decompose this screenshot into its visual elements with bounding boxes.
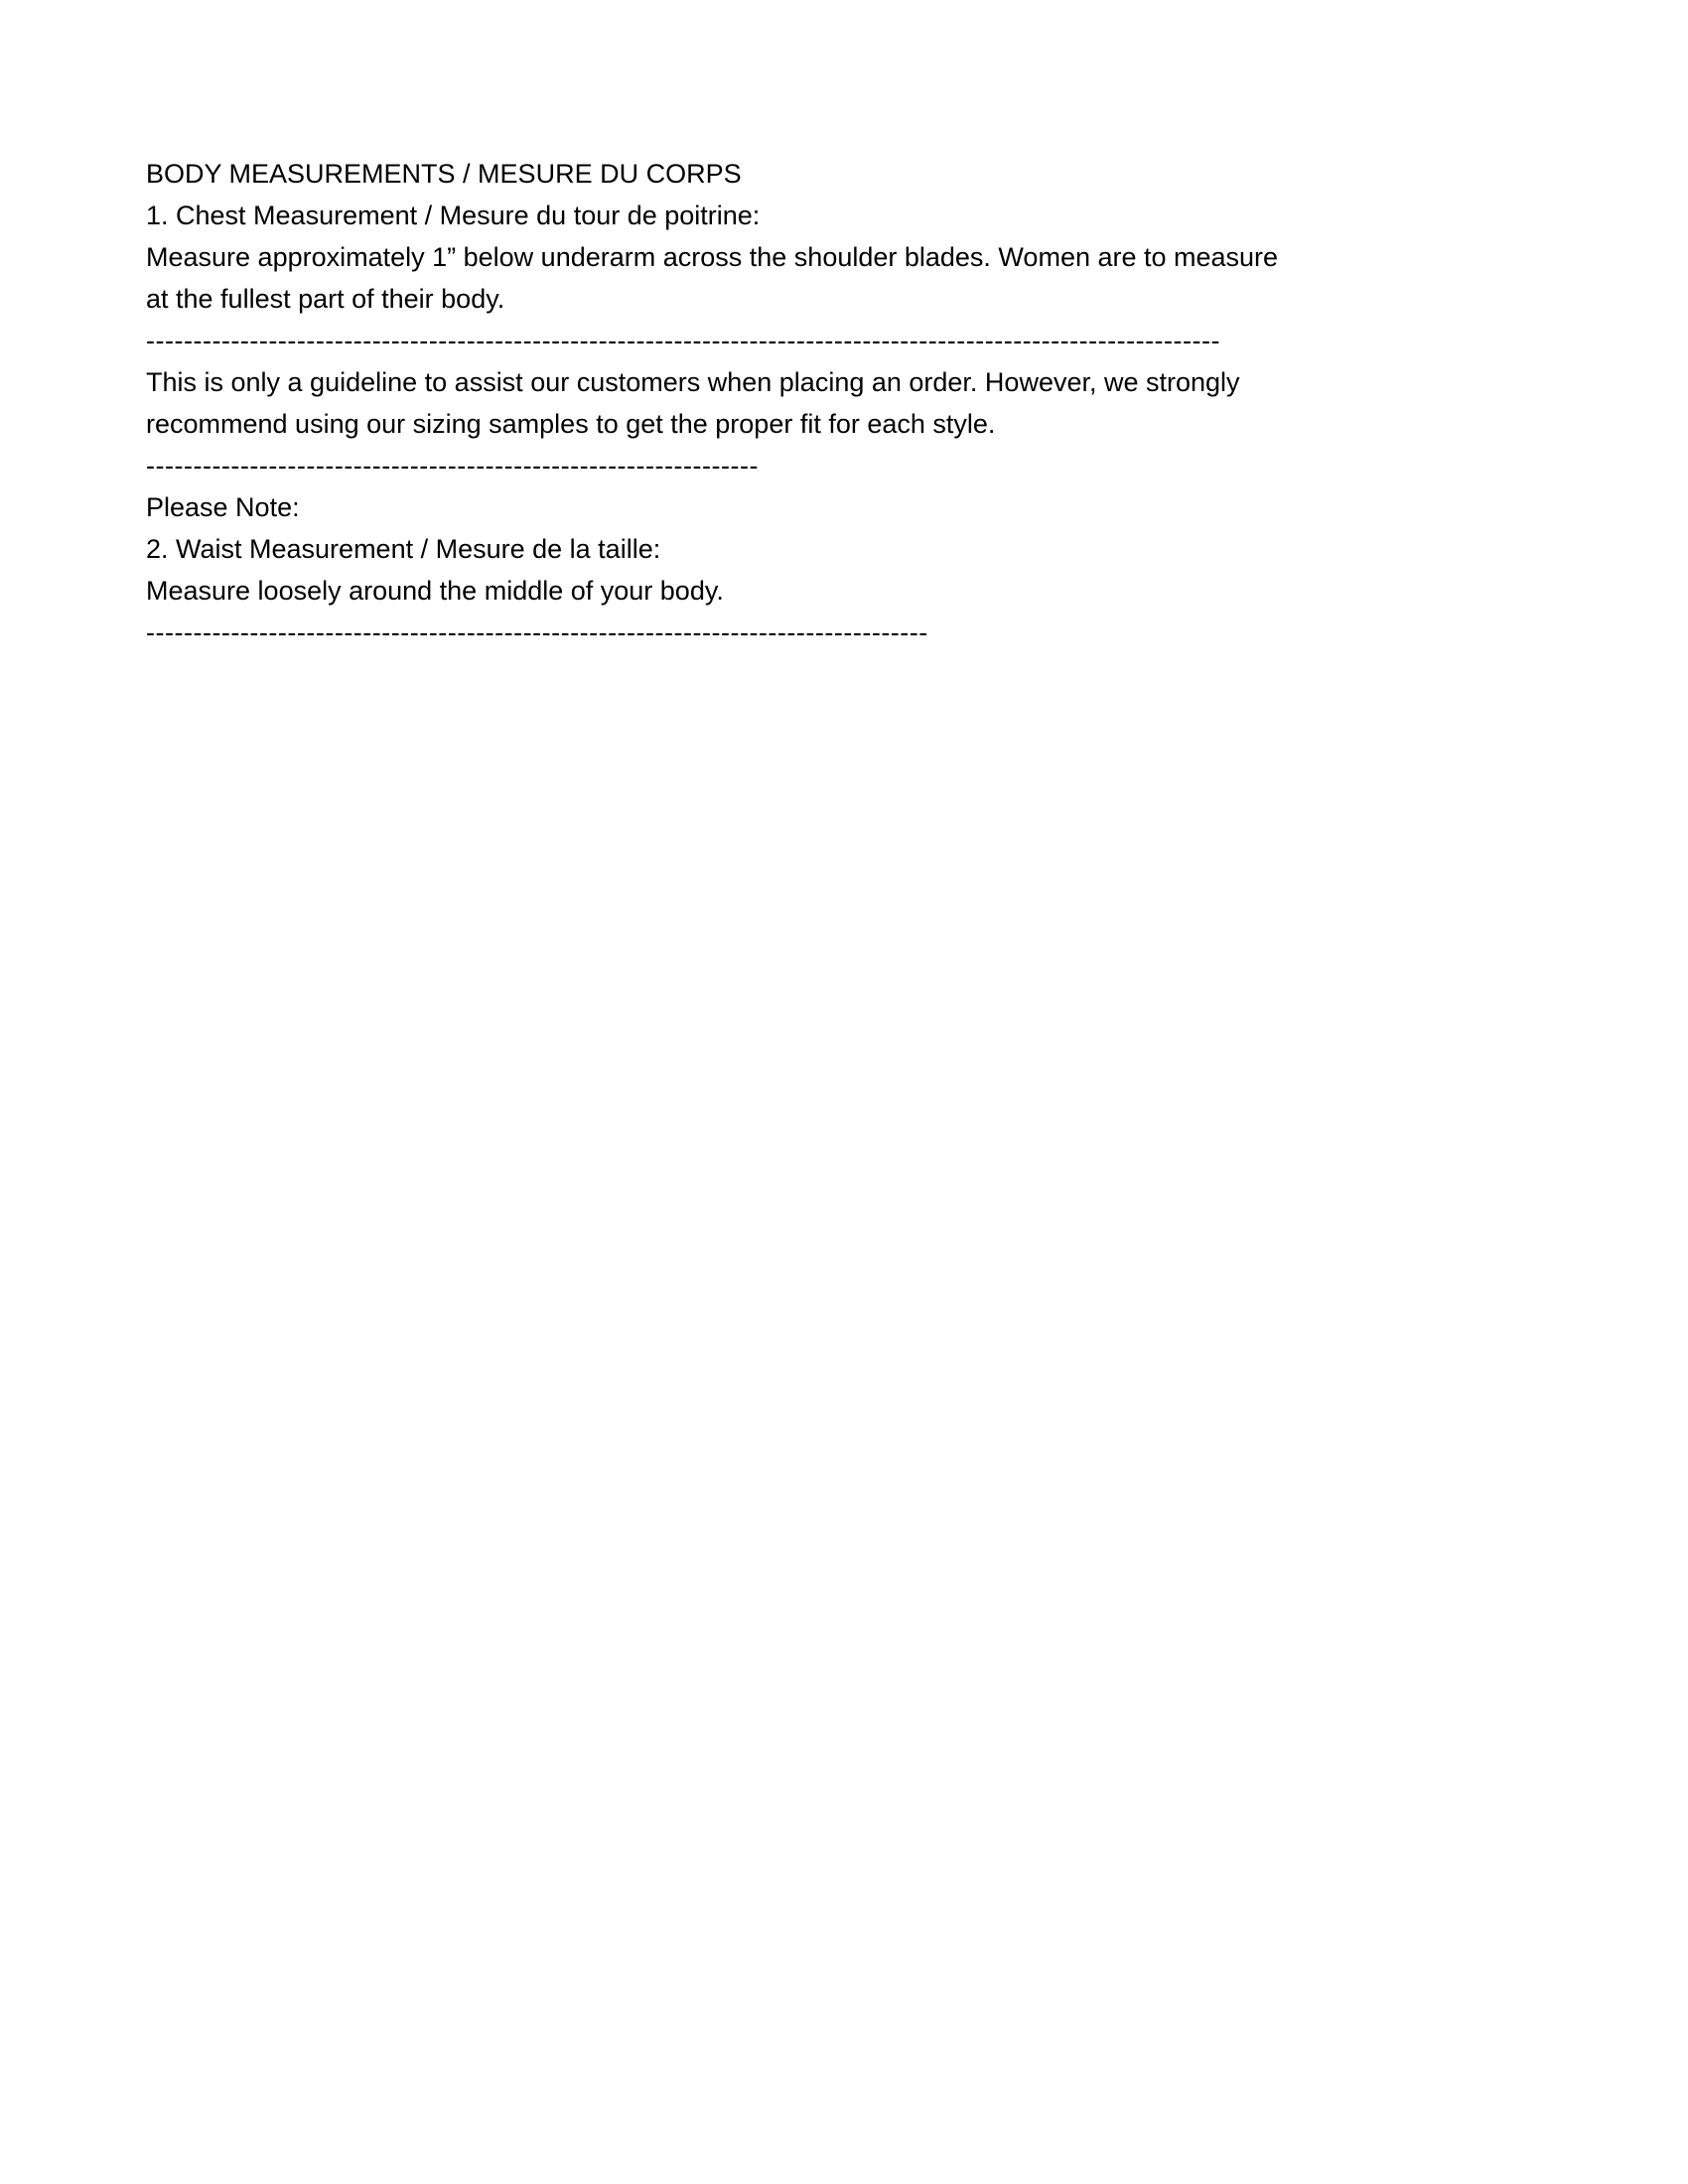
- chest-measurement-heading: 1. Chest Measurement / Mesure du tour de poitrine:: [146, 201, 761, 230]
- please-note-label: Please Note:: [146, 492, 300, 522]
- divider-line-3: -----------------------------------------------------------------------------------: [146, 617, 928, 647]
- waist-measurement-heading: 2. Waist Measurement / Mesure de la taille:: [146, 534, 661, 564]
- guideline-note-line-2: recommend using our sizing samples to get the proper fit for each style.: [146, 409, 996, 439]
- divider-line-1: ------------------------------------------------------------------------------------------------------------------: [146, 326, 1220, 355]
- document-title: BODY MEASUREMENTS / MESURE DU CORPS: [146, 159, 742, 189]
- guideline-note-line-1: This is only a guideline to assist our customers when placing an order. However, we strongly: [146, 367, 1240, 397]
- divider-line-2: -----------------------------------------------------------------: [146, 451, 759, 480]
- waist-instruction: Measure loosely around the middle of your body.: [146, 576, 724, 606]
- chest-instruction-line-2: at the fullest part of their body.: [146, 284, 505, 314]
- document-body: [146, 153, 1586, 653]
- chest-instruction-line-1: Measure approximately 1” below underarm across the shoulder blades. Women are to measure: [146, 242, 1279, 272]
